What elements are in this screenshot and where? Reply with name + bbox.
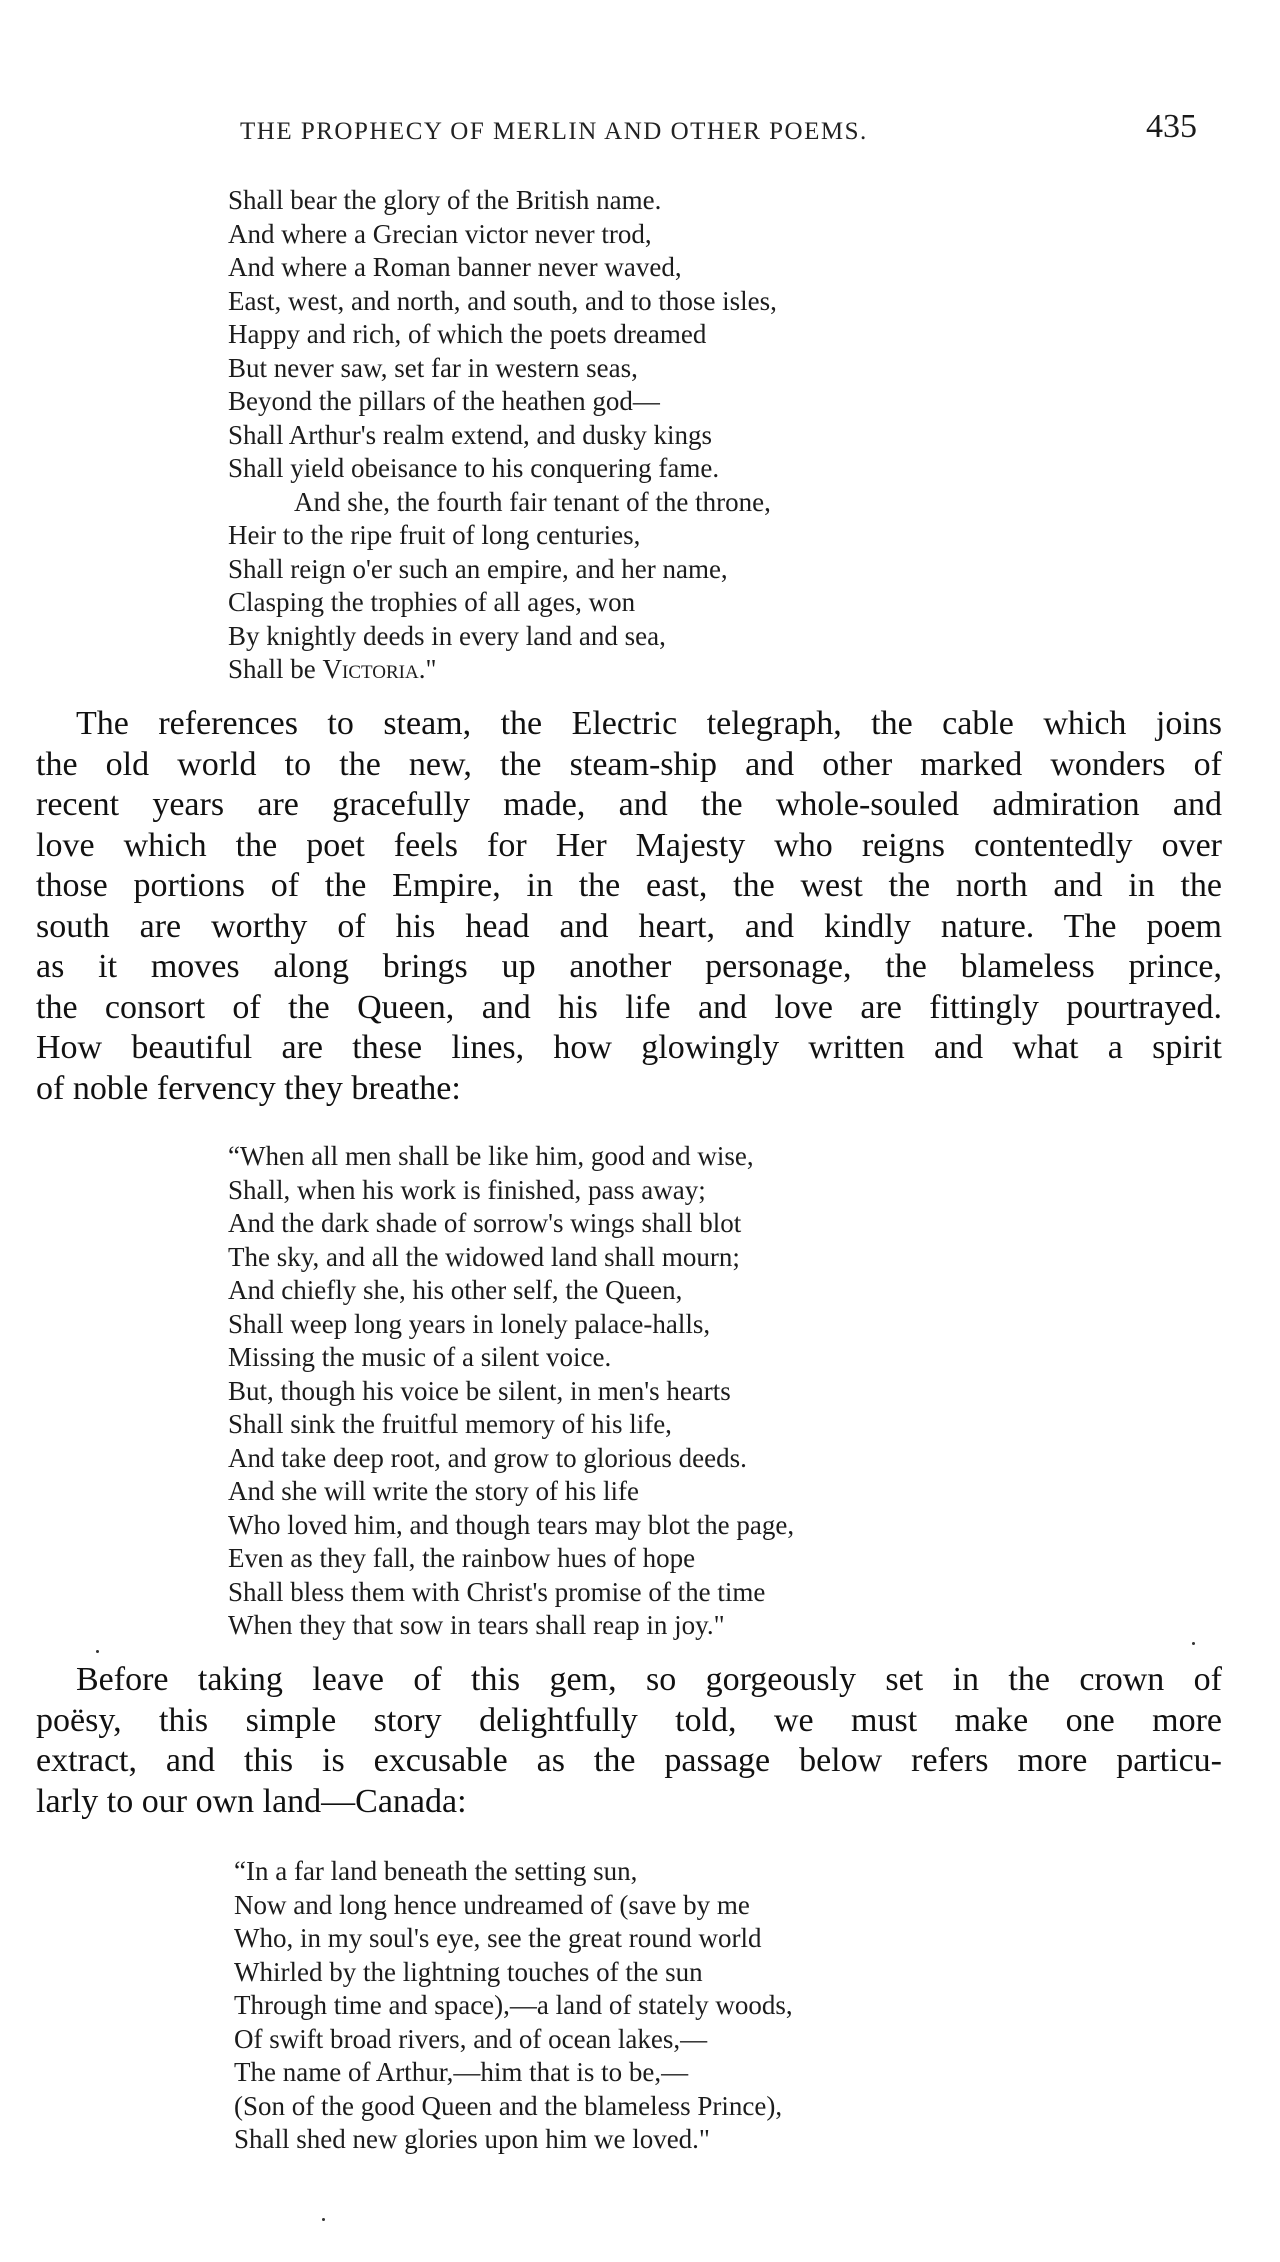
speck-mark xyxy=(322,2218,325,2221)
verse-line: The sky, and all the widowed land shall mourn; xyxy=(228,1241,740,1272)
verse-line: When they that sow in tears shall reap in joy." xyxy=(228,1610,725,1640)
verse-line: “When all men shall be like him, good and wise, xyxy=(228,1141,754,1171)
verse-line: Shall sink the fruitful memory of his life, xyxy=(228,1409,672,1439)
speck-mark xyxy=(96,1650,99,1653)
verse-line: Shall weep long years in lonely palace-halls, xyxy=(228,1308,711,1339)
verse-line: Shall Arthur's realm extend, and dusky kings xyxy=(228,419,713,450)
verse-line: But, though his voice be silent, in men's hearts xyxy=(228,1375,731,1406)
verse-line: By knightly deeds in every land and sea, xyxy=(228,620,666,651)
verse-text: Shall be xyxy=(228,654,323,684)
speck-mark xyxy=(1192,1642,1195,1645)
verse-text: ." xyxy=(418,654,437,684)
verse-line: But never saw, set far in western seas, xyxy=(228,352,638,383)
paragraph-line: love which the poet feels for Her Majesty who reigns contentedly over xyxy=(36,826,1222,864)
verse-line: And where a Roman banner never waved, xyxy=(228,252,682,282)
verse-line: And chiefly she, his other self, the Queen, xyxy=(228,1275,683,1305)
verse-line: Who, in my soul's eye, see the great round world xyxy=(234,1923,762,1953)
verse-line: Even as they fall, the rainbow hues of hope xyxy=(228,1543,696,1573)
paragraph-line: larly to our own land—Canada: xyxy=(36,1782,467,1820)
paragraph-2 xyxy=(36,1660,1222,1822)
verse-line: Of swift broad rivers, and of ocean lakes,— xyxy=(234,2023,708,2054)
paragraph-line: those portions of the Empire, in the east, the west the north and in the xyxy=(36,867,1222,904)
verse-line: Now and long hence undreamed of (save by me xyxy=(234,1889,750,1920)
paragraph-line: The references to steam, the Electric telegraph, the cable which joins xyxy=(76,705,1222,742)
page-number: 435 xyxy=(1146,108,1197,145)
verse-line: Shall shed new glories upon him we loved." xyxy=(234,2124,710,2154)
paragraph-line: recent years are gracefully made, and the whole-souled admiration and xyxy=(36,786,1222,823)
verse-line: Happy and rich, of which the poets dreamed xyxy=(228,319,707,349)
verse-line: Whirled by the lightning touches of the sun xyxy=(234,1956,703,1987)
verse-line: And she will write the story of his life xyxy=(228,1476,639,1506)
verse-line: Clasping the trophies of all ages, won xyxy=(228,587,636,617)
verse-line: Heir to the ripe fruit of long centuries, xyxy=(228,520,641,550)
verse-block-3 xyxy=(234,1855,793,2157)
paragraph-line: extract, and this is excusable as the passage below refers more particu- xyxy=(36,1742,1222,1779)
verse-line: And where a Grecian victor never trod, xyxy=(228,218,652,249)
verse-block-1 xyxy=(228,184,777,687)
verse-line: Beyond the pillars of the heathen god— xyxy=(228,386,660,416)
paragraph-line: south are worthy of his head and heart, and kindly nature. The poem xyxy=(36,907,1222,945)
verse-line: “In a far land beneath the setting sun, xyxy=(234,1856,638,1886)
verse-line: And take deep root, and grow to glorious deeds. xyxy=(228,1442,747,1473)
verse-line: Shall, when his work is finished, pass away; xyxy=(228,1174,706,1205)
verse-line: Who loved him, and though tears may blot the page, xyxy=(228,1509,795,1540)
verse-line: Shall yield obeisance to his conquering fame. xyxy=(228,453,720,483)
running-title: THE PROPHECY OF MERLIN AND OTHER POEMS. xyxy=(240,118,868,145)
verse-line: The name of Arthur,—him that is to be,— xyxy=(234,2057,689,2087)
paragraph-line: poësy, this simple story delightfully told, we must make one more xyxy=(36,1701,1222,1739)
paragraph-line: of noble fervency they breathe: xyxy=(36,1069,461,1107)
verse-line: Shall bear the glory of the British name. xyxy=(228,185,662,215)
paragraph-line: Before taking leave of this gem, so gorgeously set in the crown of xyxy=(76,1661,1222,1698)
paragraph-line: How beautiful are these lines, how glowingly written and what a spirit xyxy=(36,1029,1222,1066)
verse-line: And the dark shade of sorrow's wings shall blot xyxy=(228,1208,742,1238)
verse-line: Through time and space),—a land of stately woods, xyxy=(234,1990,793,2020)
paragraph-line: the consort of the Queen, and his life and love are fittingly pourtrayed. xyxy=(36,988,1222,1026)
victoria-name: Victoria xyxy=(322,654,419,684)
verse-line: Shall reign o'er such an empire, and her name, xyxy=(228,553,728,584)
paragraph-line: the old world to the new, the steam-ship and other marked wonders of xyxy=(36,745,1222,783)
verse-block-2 xyxy=(228,1140,794,1643)
verse-line: Shall bless them with Christ's promise of the time xyxy=(228,1576,766,1607)
verse-line: East, west, and north, and south, and to those isles, xyxy=(228,285,777,316)
verse-line-last xyxy=(228,653,777,687)
paragraph-line: as it moves along brings up another personage, the blameless prince, xyxy=(36,948,1222,985)
verse-line: Missing the music of a silent voice. xyxy=(228,1342,612,1372)
verse-line: (Son of the good Queen and the blameless Prince), xyxy=(234,2090,783,2121)
verse-line: And she, the fourth fair tenant of the throne, xyxy=(294,486,771,517)
paragraph-1 xyxy=(36,704,1222,1109)
